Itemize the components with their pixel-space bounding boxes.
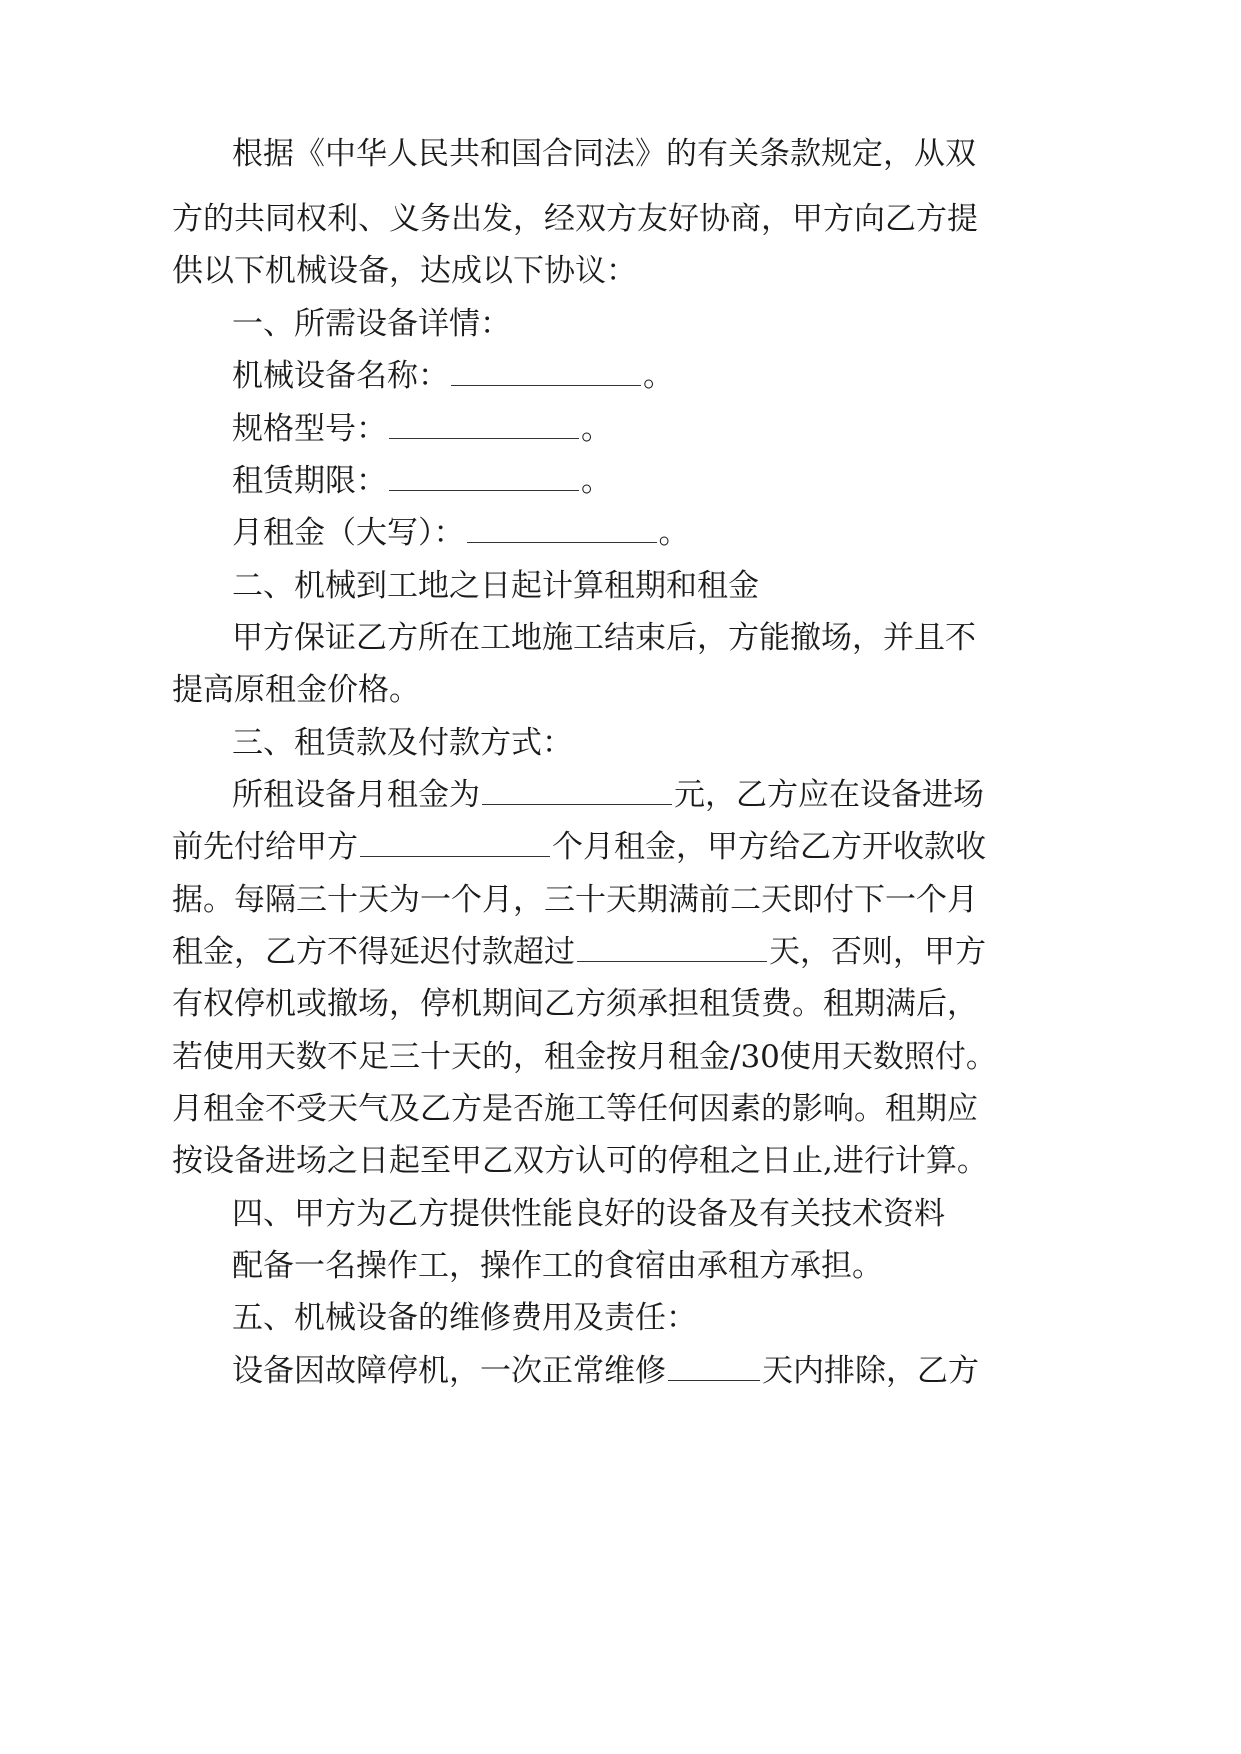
- form-line-lease-term: [232, 461, 612, 501]
- form-line-repair-days: [232, 1351, 979, 1391]
- form-line-model: [232, 409, 612, 449]
- section-heading: 三、租赁款及付款方式：: [232, 725, 573, 761]
- section-heading: 二、机械到工地之日起计算租期和租金: [232, 568, 759, 604]
- form-line-rent-amount: [232, 775, 984, 815]
- text-line: 若使用天数不足三十天的，租金按月租金/30使用天数照付。: [172, 1039, 997, 1075]
- field-suffix: 。: [581, 411, 612, 447]
- section-heading: 五、机械设备的维修费用及责任：: [232, 1300, 697, 1336]
- field-label: 租金，乙方不得延迟付款超过: [172, 934, 575, 970]
- field-label: 月租金（大写）：: [232, 515, 465, 551]
- field-suffix: 天内排除，乙方: [762, 1353, 979, 1389]
- field-suffix: 。: [643, 358, 674, 394]
- text-line: 按设备进场之日起至甲乙双方认可的停租之日止,进行计算。: [172, 1143, 988, 1179]
- blank-field: [360, 830, 550, 857]
- field-label: 所租设备月租金为: [232, 777, 480, 813]
- text-line: 甲方保证乙方所在工地施工结束后，方能撤场，并且不: [232, 620, 976, 656]
- field-suffix: 个月租金，甲方给乙方开收款收: [552, 829, 986, 865]
- form-line-advance-months: [172, 827, 986, 867]
- field-suffix: 。: [581, 463, 612, 499]
- text-line: 提高原租金价格。: [172, 672, 420, 708]
- field-suffix: 天，否则，甲方: [769, 934, 986, 970]
- blank-field: [451, 359, 641, 386]
- text-line: 有权停机或撤场，停机期间乙方须承担租赁费。租期满后，: [172, 986, 978, 1022]
- blank-field: [467, 516, 657, 543]
- blank-field: [389, 412, 579, 439]
- text-line: 根据《中华人民共和国合同法》的有关条款规定，从双: [232, 136, 976, 172]
- text-line: 配备一名操作工，操作工的食宿由承租方承担。: [232, 1248, 883, 1284]
- section-heading: 四、甲方为乙方提供性能良好的设备及有关技术资料: [232, 1196, 945, 1232]
- blank-field: [482, 778, 672, 805]
- form-line-late-days: [172, 932, 986, 972]
- form-line-equipment-name: [232, 356, 674, 396]
- field-label: 设备因故障停机，一次正常维修: [232, 1353, 666, 1389]
- field-label: 规格型号：: [232, 411, 387, 447]
- section-heading: 一、所需设备详情：: [232, 306, 511, 342]
- text-line: 月租金不受天气及乙方是否施工等任何因素的影响。租期应: [172, 1091, 978, 1127]
- text-line: 据。每隔三十天为一个月，三十天期满前二天即付下一个月: [172, 882, 978, 918]
- field-suffix: 元，乙方应在设备进场: [674, 777, 984, 813]
- field-suffix: 。: [658, 515, 690, 551]
- text-line: 方的共同权利、义务出发，经双方友好协商，甲方向乙方提: [172, 201, 978, 237]
- field-label: 租赁期限：: [232, 463, 387, 499]
- field-label: 前先付给甲方: [172, 829, 358, 865]
- blank-field: [389, 464, 579, 491]
- blank-field: [668, 1354, 760, 1381]
- form-line-monthly-rent: [232, 513, 690, 553]
- blank-field: [577, 935, 767, 962]
- field-label: 机械设备名称：: [232, 358, 449, 394]
- text-line: 供以下机械设备，达成以下协议：: [172, 253, 637, 289]
